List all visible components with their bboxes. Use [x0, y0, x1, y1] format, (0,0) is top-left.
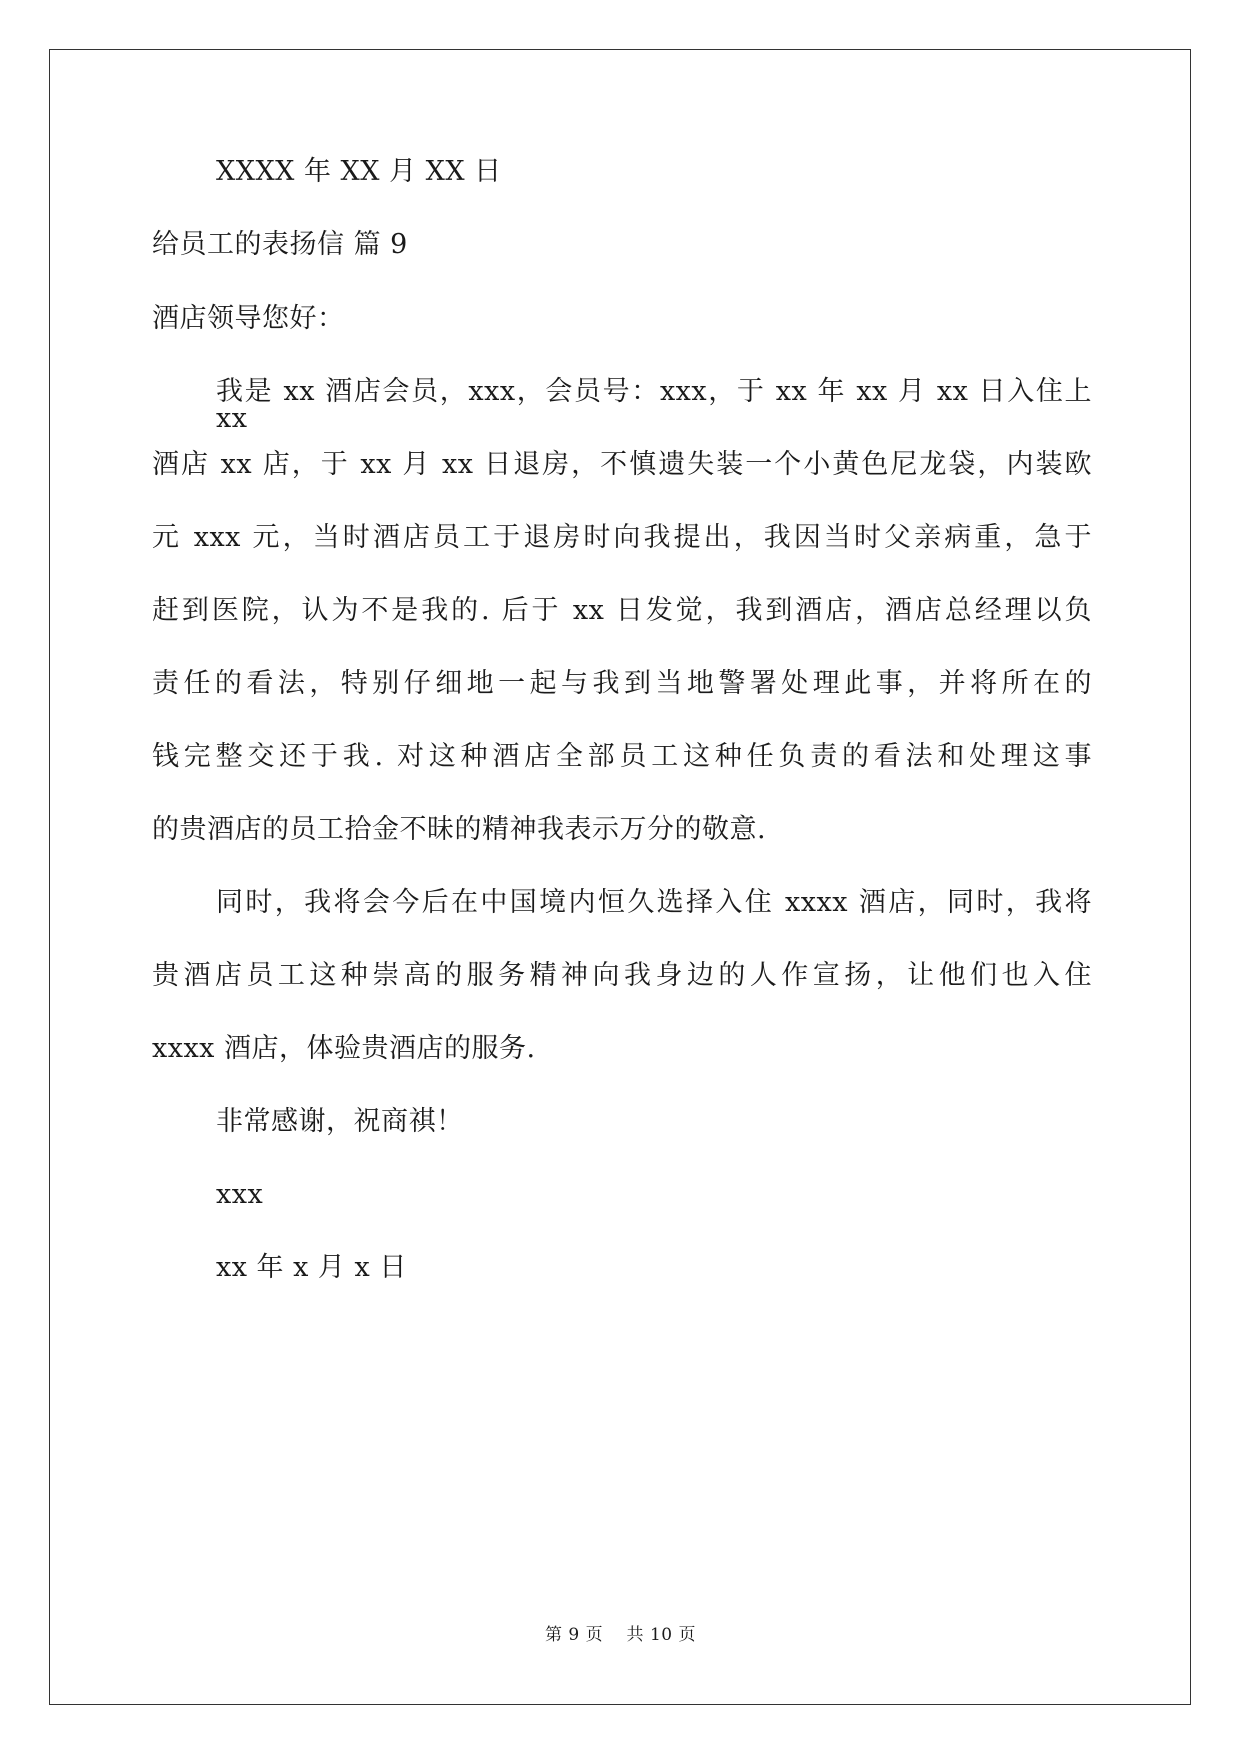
signature: xxx	[216, 1179, 264, 1210]
paragraph2-line: 贵酒店员工这种崇高的服务精神向我身边的人作宣扬，让他们也入住	[152, 960, 1092, 991]
paragraph1-line: 赶到医院，认为不是我的. 后于 xx 日发觉，我到酒店，酒店总经理以负	[152, 595, 1092, 626]
paragraph1-line: 我是 xx 酒店会员，xxx，会员号：xxx，于 xx 年 xx 月 xx 日入住上 xx	[216, 376, 1092, 434]
paragraph1-line: 元 xxx 元，当时酒店员工于退房时向我提出，我因当时父亲病重，急于	[152, 522, 1092, 553]
page-frame	[49, 49, 1191, 1705]
page-number-footer: 第 9 页 共 10 页	[545, 1625, 696, 1645]
paragraph2-line: 同时，我将会今后在中国境内恒久选择入住 xxxx 酒店，同时，我将	[216, 887, 1092, 918]
closing-line: 非常感谢，祝商祺！	[216, 1106, 464, 1137]
bottom-date: xx 年 x 月 x 日	[216, 1252, 407, 1283]
paragraph1-line: 钱完整交还于我. 对这种酒店全部员工这种任负责的看法和处理这事	[152, 741, 1092, 772]
paragraph1-line: 酒店 xx 店，于 xx 月 xx 日退房，不慎遗失装一个小黄色尼龙袋，内装欧	[152, 449, 1092, 480]
paragraph2-line: xxxx 酒店，体验贵酒店的服务.	[152, 1033, 536, 1064]
paragraph1-line: 责任的看法，特别仔细地一起与我到当地警署处理此事，并将所在的	[152, 668, 1092, 699]
salutation: 酒店领导您好：	[152, 303, 345, 334]
top-date: XXXX 年 XX 月 XX 日	[216, 156, 502, 187]
letter-heading: 给员工的表扬信 篇 9	[152, 229, 408, 260]
paragraph1-line: 的贵酒店的员工拾金不昧的精神我表示万分的敬意.	[152, 814, 767, 845]
